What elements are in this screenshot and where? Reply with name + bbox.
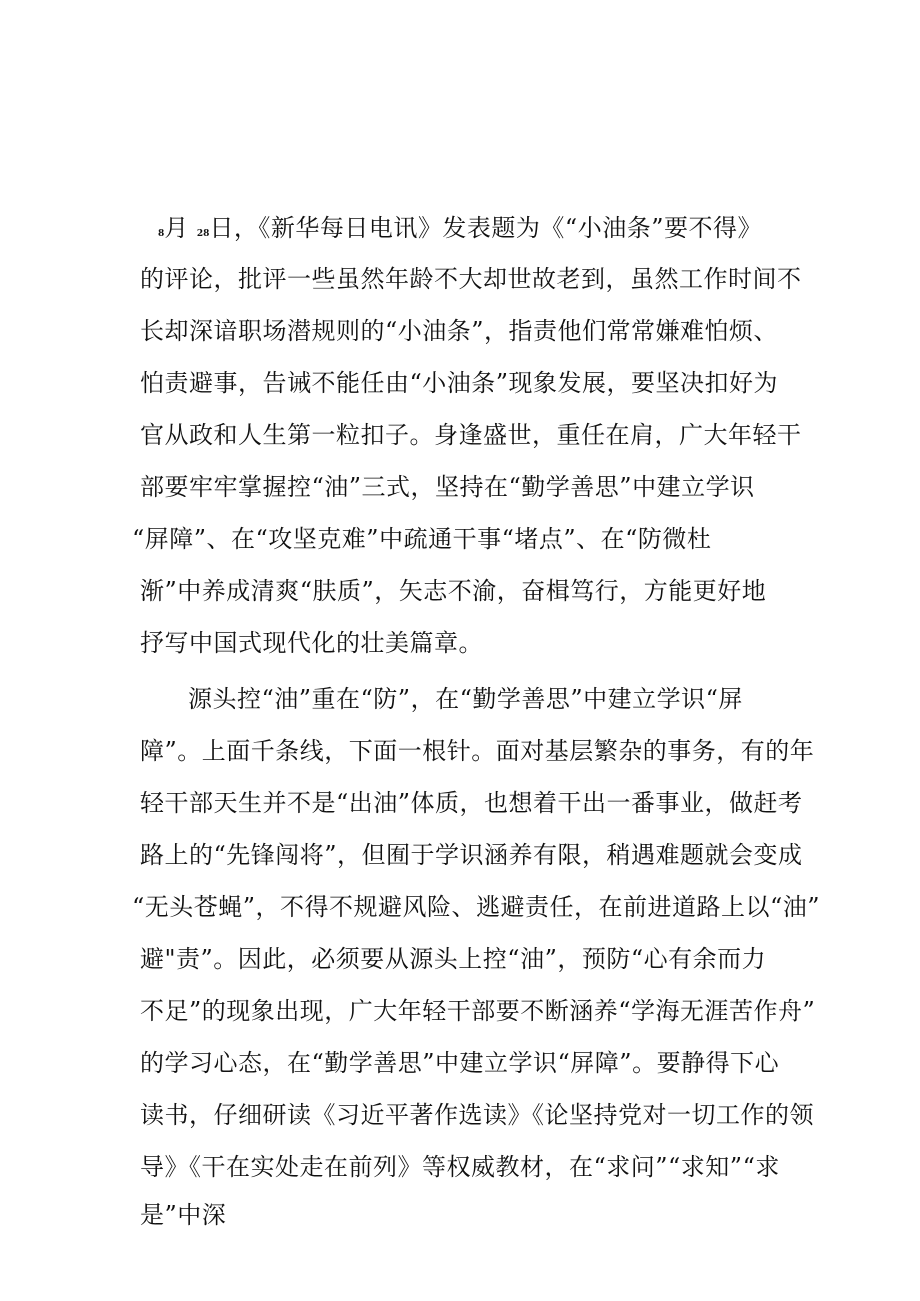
text-line: 不足”的现象出现，广大年轻干部要不断涵养“学海无涯苦作舟” bbox=[140, 997, 816, 1025]
text-line: 源头控“油”重在“防”，在“勤学善思”中建立学识“屏 bbox=[188, 685, 743, 713]
text-line: 避"责”。因此，必须要从源头上控“油”，预防“心有余而力 bbox=[140, 945, 767, 973]
text-line: 是”中深 bbox=[140, 1201, 227, 1229]
text-line: 读书，仔细研读《习近平著作选读》《论坚持党对一切工作的领 bbox=[140, 1101, 814, 1129]
text-line: 路上的“先锋闯将”，但囿于学识涵养有限，稍遇难题就会变成 bbox=[140, 841, 803, 869]
text-line: 官从政和人生第一粒扣子。身逢盛世，重任在肩，广大年轻干 bbox=[140, 421, 802, 449]
text-line: 的学习心态，在“勤学善思”中建立学识“屏障”。要静得下心 bbox=[140, 1049, 780, 1077]
text-line: 怕责避事，告诫不能任由“小油条”现象发展，要坚决扣好为 bbox=[140, 369, 779, 397]
text-line: “无头苍蝇”，不得不规避风险、逃避责任，在前进道路上以“油” bbox=[132, 893, 821, 921]
text-line: 长却深谙职场潜规则的“小油条”，指责他们常常嫌难怕烦、 bbox=[140, 317, 779, 345]
text-line: 的评论，批评一些虽然年龄不大却世故老到，虽然工作时间不 bbox=[140, 265, 802, 293]
text-line: “屏障”、在“攻坚克难”中疏通干事“堵点”、在“防微杜 bbox=[132, 525, 712, 553]
text-line: 轻干部天生并不是“出油”体质，也想着干出一番事业，做赶考 bbox=[140, 789, 803, 817]
text-fragment: 月 bbox=[164, 214, 197, 242]
text-line: 渐”中养成清爽“肤质”，矢志不渝，奋楫笃行，方能更好地 bbox=[140, 577, 767, 605]
day-number: 28 bbox=[196, 229, 210, 239]
text-line: 部要牢牢掌握控“油”三式，坚持在“勤学善思”中建立学识 bbox=[140, 473, 755, 501]
text-line: 抒写中国式现代化的壮美篇章。 bbox=[140, 629, 483, 657]
text-line: 导》《干在实处走在前列》等权威教材，在“求问”“求知”“求 bbox=[140, 1153, 780, 1181]
month-number: 8 bbox=[158, 229, 165, 239]
text-line: 障”。上面千条线，下面一根针。面对基层繁杂的事务，有的年 bbox=[140, 737, 815, 765]
text-fragment: 日，《新华每日电讯》发表题为《“小油条”要不得》 bbox=[209, 214, 762, 242]
text-line bbox=[158, 213, 762, 243]
